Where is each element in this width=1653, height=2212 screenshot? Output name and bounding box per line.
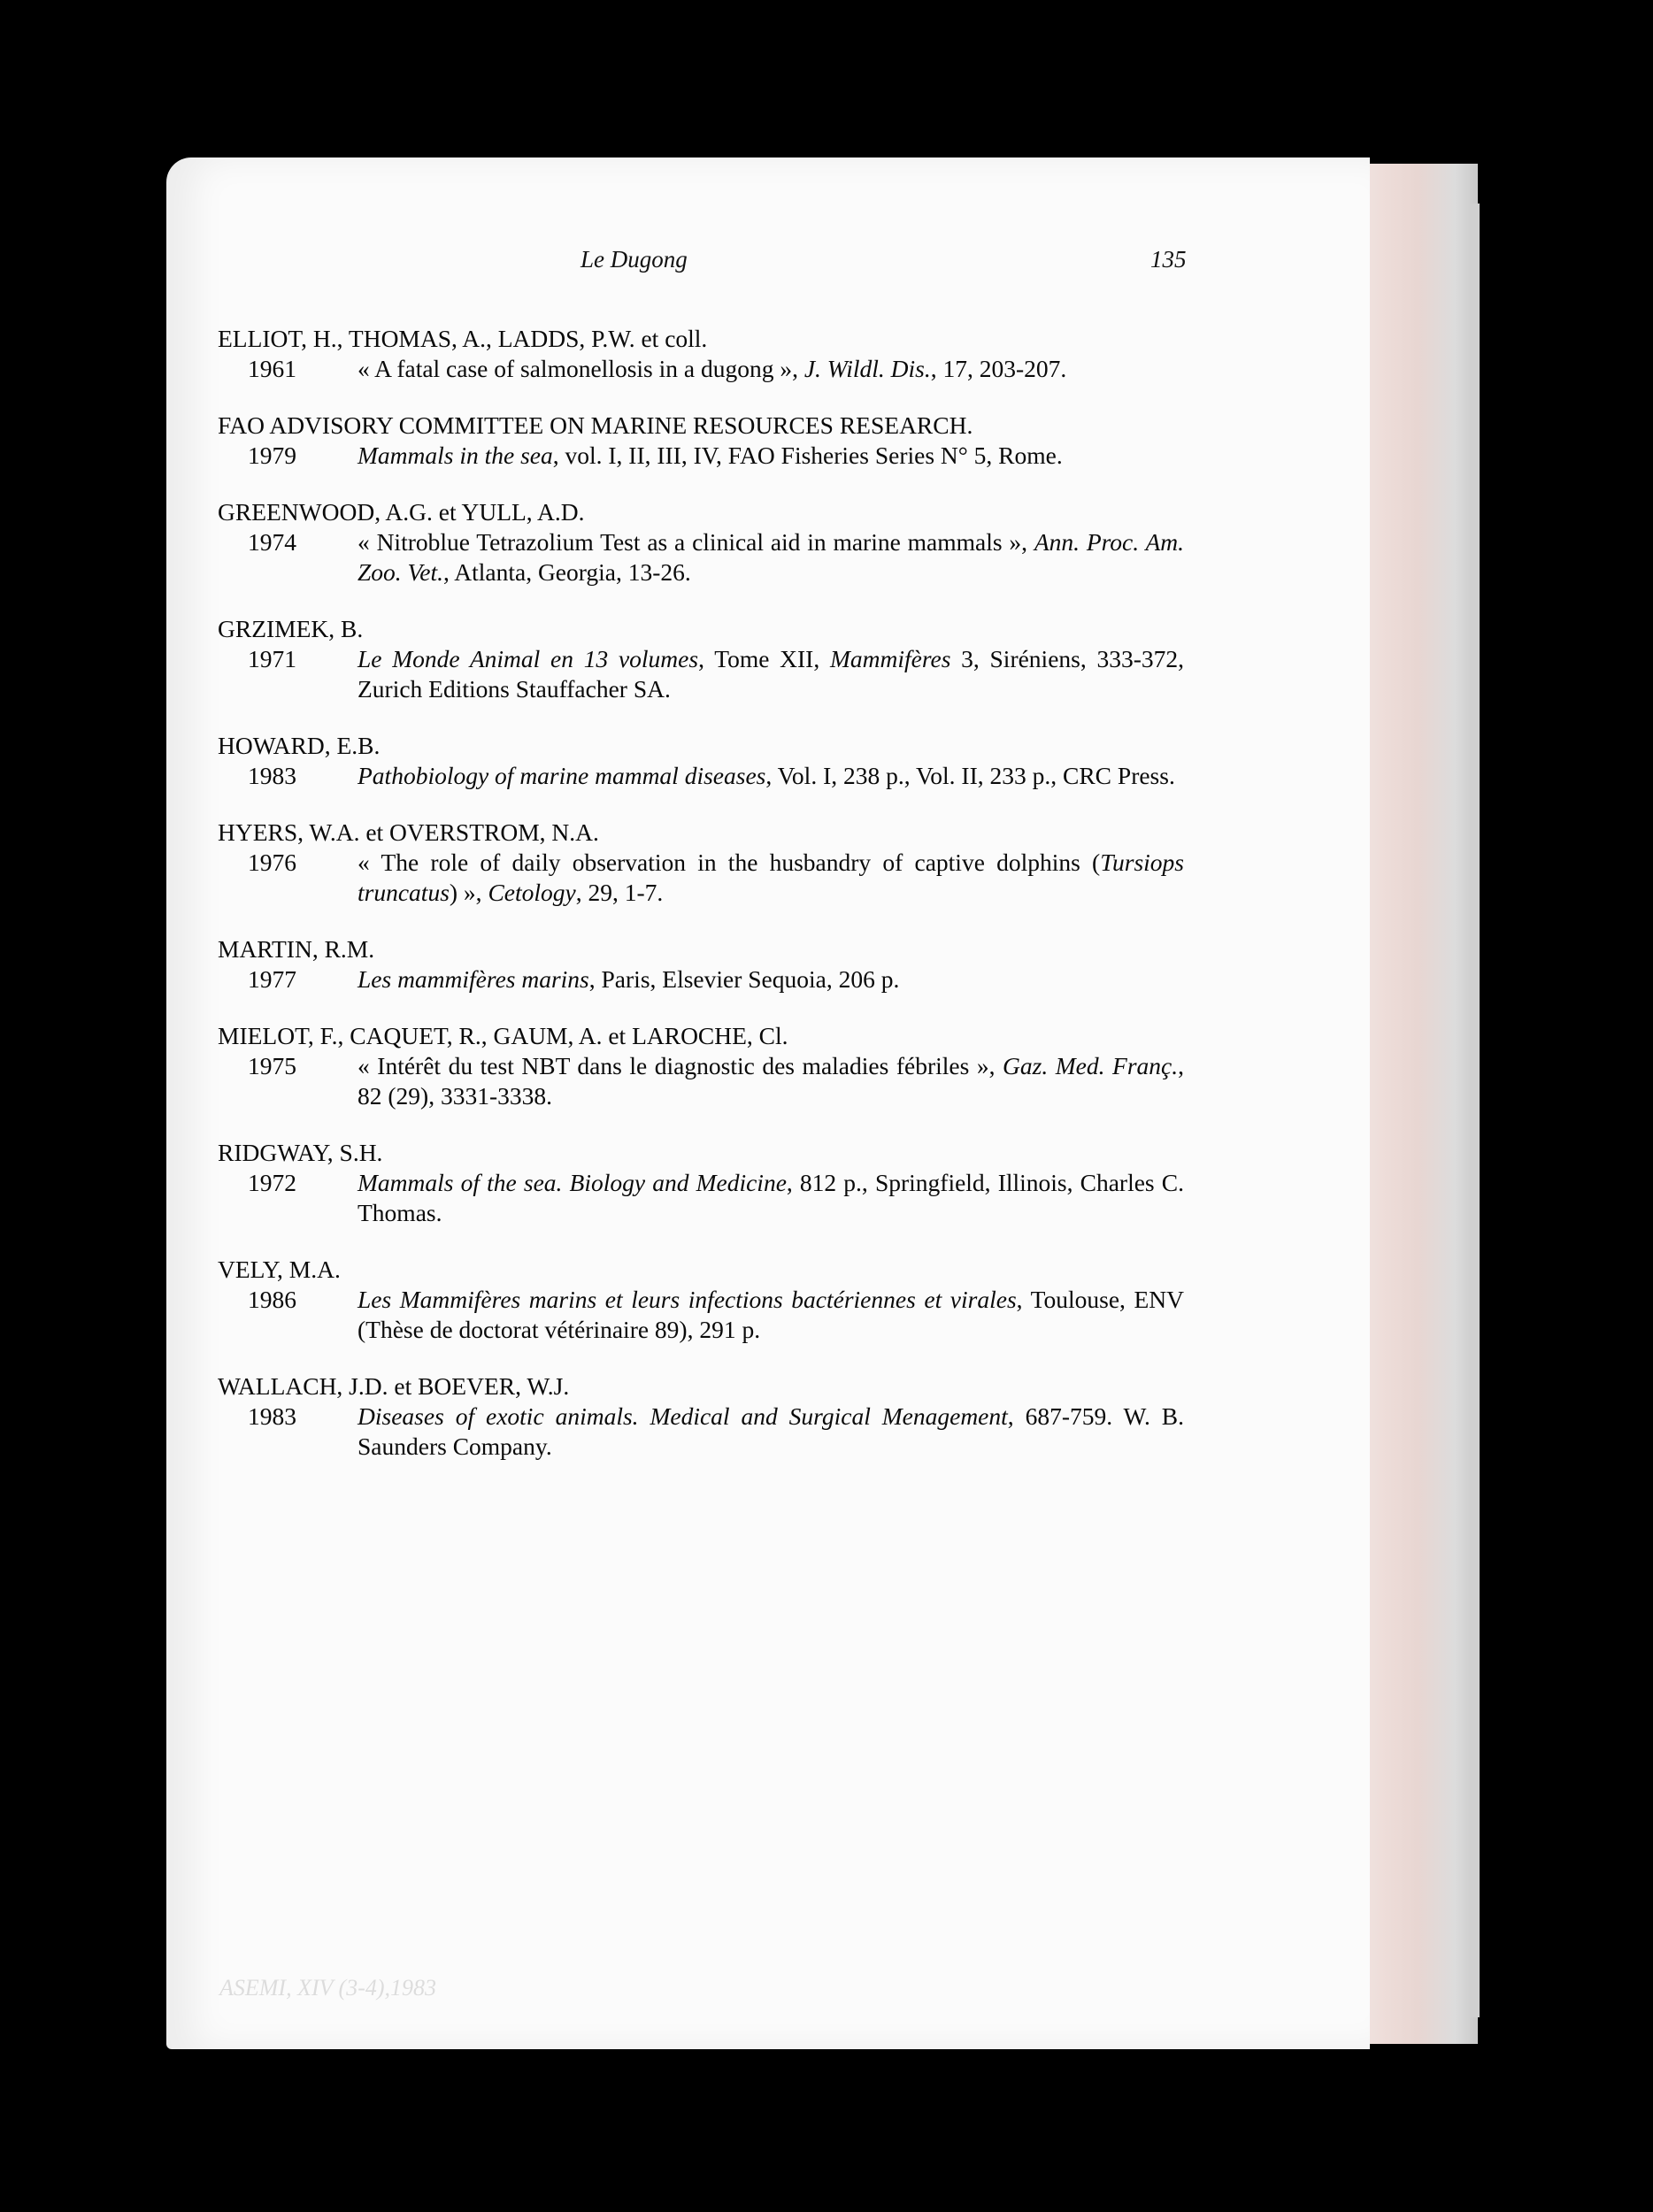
citation-title: Le Monde Animal en 13 volumes — [358, 645, 699, 672]
reference-year: 1986 — [248, 1286, 296, 1313]
citation-text: , Paris, Elsevier Sequoia, 206 p. — [588, 965, 900, 993]
citation-text: , 812 p., Springfield, Illinois, Charles C. Thomas. — [358, 1169, 1184, 1226]
reference-entry — [218, 1255, 1184, 1345]
citation-title: Pathobiology of marine mammal diseases — [358, 762, 766, 789]
reference-author: ELLIOT, H., THOMAS, A., LADDS, P.W. et coll. — [218, 325, 708, 352]
citation-text: , vol. I, II, III, IV, FAO Fisheries Series N° 5, Rome. — [552, 442, 1063, 469]
citation-title: Gaz. Med. Franç. — [1003, 1052, 1179, 1079]
show-through-footer: ASEMI, XIV (3-4),1983 — [219, 1975, 437, 2001]
citation-text: « Nitroblue Tetrazolium Test as a clinical aid in marine mammals », — [358, 528, 1034, 556]
reference-author: HYERS, W.A. et OVERSTROM, N.A. — [218, 818, 599, 846]
reference-citation — [358, 527, 1184, 588]
reference-citation — [358, 441, 1184, 471]
citation-text: , Atlanta, Georgia, 13-26. — [443, 558, 691, 586]
reference-year: 1975 — [248, 1052, 296, 1079]
reference-author: RIDGWAY, S.H. — [218, 1139, 383, 1166]
citation-title: Les mammifères marins — [358, 965, 589, 993]
citation-text: , Tome XII, — [698, 645, 830, 672]
reference-year: 1961 — [248, 355, 296, 382]
reference-citation — [358, 848, 1184, 908]
citation-title: Mammifères — [829, 645, 951, 672]
citation-title: Ann. Proc. Am. Zoo. Vet. — [358, 528, 1184, 586]
citation-title: Tursiops truncatus — [358, 849, 1184, 906]
citation-text: « Intérêt du test NBT dans le diagnostic des maladies fébriles », — [358, 1052, 1003, 1079]
reference-author: MIELOT, F., CAQUET, R., GAUM, A. et LAROCHE, Cl. — [218, 1022, 788, 1049]
reference-year: 1974 — [248, 528, 296, 556]
citation-title: Mammals of the sea. Biology and Medicine — [358, 1169, 787, 1196]
reference-citation — [358, 644, 1184, 704]
reference-citation — [358, 1402, 1184, 1462]
citation-title: Cetology — [488, 879, 576, 906]
reference-author: GRZIMEK, B. — [218, 615, 364, 642]
bibliography-list — [218, 324, 1184, 1462]
reference-citation — [358, 1285, 1184, 1345]
page-block-shadow — [1469, 204, 1480, 2017]
citation-text: « The role of daily observation in the husbandry of captive dolphins ( — [358, 849, 1101, 876]
reference-entry — [218, 1138, 1184, 1228]
reference-author: GREENWOOD, A.G. et YULL, A.D. — [218, 498, 585, 526]
citation-text: ) », — [449, 879, 488, 906]
reference-citation — [358, 964, 1184, 995]
citation-text: 3, Siréniens, 333-372, Zurich Editions Stauffacher SA. — [358, 645, 1185, 703]
citation-text: , Vol. I, 238 p., Vol. II, 233 p., CRC Press. — [765, 762, 1175, 789]
reference-citation — [358, 761, 1184, 791]
citation-text: , 82 (29), 3331-3338. — [358, 1052, 1184, 1110]
reference-author: VELY, M.A. — [218, 1256, 341, 1283]
reference-citation — [358, 1168, 1184, 1228]
citation-title: Diseases of exotic animals. Medical and Surgical Menagement — [358, 1402, 1008, 1430]
reference-year: 1976 — [248, 849, 296, 876]
reference-year: 1972 — [248, 1169, 296, 1196]
reference-entry — [218, 324, 1184, 384]
citation-text: « A fatal case of salmonellosis in a dugong », — [358, 355, 804, 382]
reference-entry — [218, 497, 1184, 588]
reference-citation — [358, 354, 1184, 384]
reference-author: WALLACH, J.D. et BOEVER, W.J. — [218, 1372, 570, 1400]
reference-year: 1979 — [248, 442, 296, 469]
citation-text: , 17, 203-207. — [930, 355, 1067, 382]
citation-text: , 29, 1-7. — [575, 879, 664, 906]
citation-title: J. Wildl. Dis. — [803, 355, 931, 382]
reference-entry — [218, 411, 1184, 471]
reference-author: MARTIN, R.M. — [218, 935, 375, 963]
page-number: 135 — [1150, 246, 1187, 273]
citation-title: Les Mammifères marins et leurs infections bactériennes et virales — [358, 1286, 1017, 1313]
reference-entry — [218, 614, 1184, 704]
reference-year: 1983 — [248, 1402, 296, 1430]
reference-entry — [218, 1371, 1184, 1462]
reference-entry — [218, 818, 1184, 908]
citation-title: Mammals in the sea — [358, 442, 553, 469]
running-title: Le Dugong — [580, 246, 688, 273]
reference-year: 1977 — [248, 965, 296, 993]
reference-author: FAO ADVISORY COMMITTEE ON MARINE RESOURCES RESEARCH. — [218, 411, 973, 439]
citation-text: , Toulouse, ENV (Thèse de doctorat vétérinaire 89), 291 p. — [358, 1286, 1185, 1343]
reference-year: 1971 — [248, 645, 296, 672]
reference-year: 1983 — [248, 762, 296, 789]
reference-entry — [218, 934, 1184, 995]
reference-author: HOWARD, E.B. — [218, 732, 381, 759]
reference-citation — [358, 1051, 1184, 1111]
citation-text: , 687-759. W. B. Saunders Company. — [358, 1402, 1184, 1460]
reference-entry — [218, 731, 1184, 791]
reference-entry — [218, 1021, 1184, 1111]
